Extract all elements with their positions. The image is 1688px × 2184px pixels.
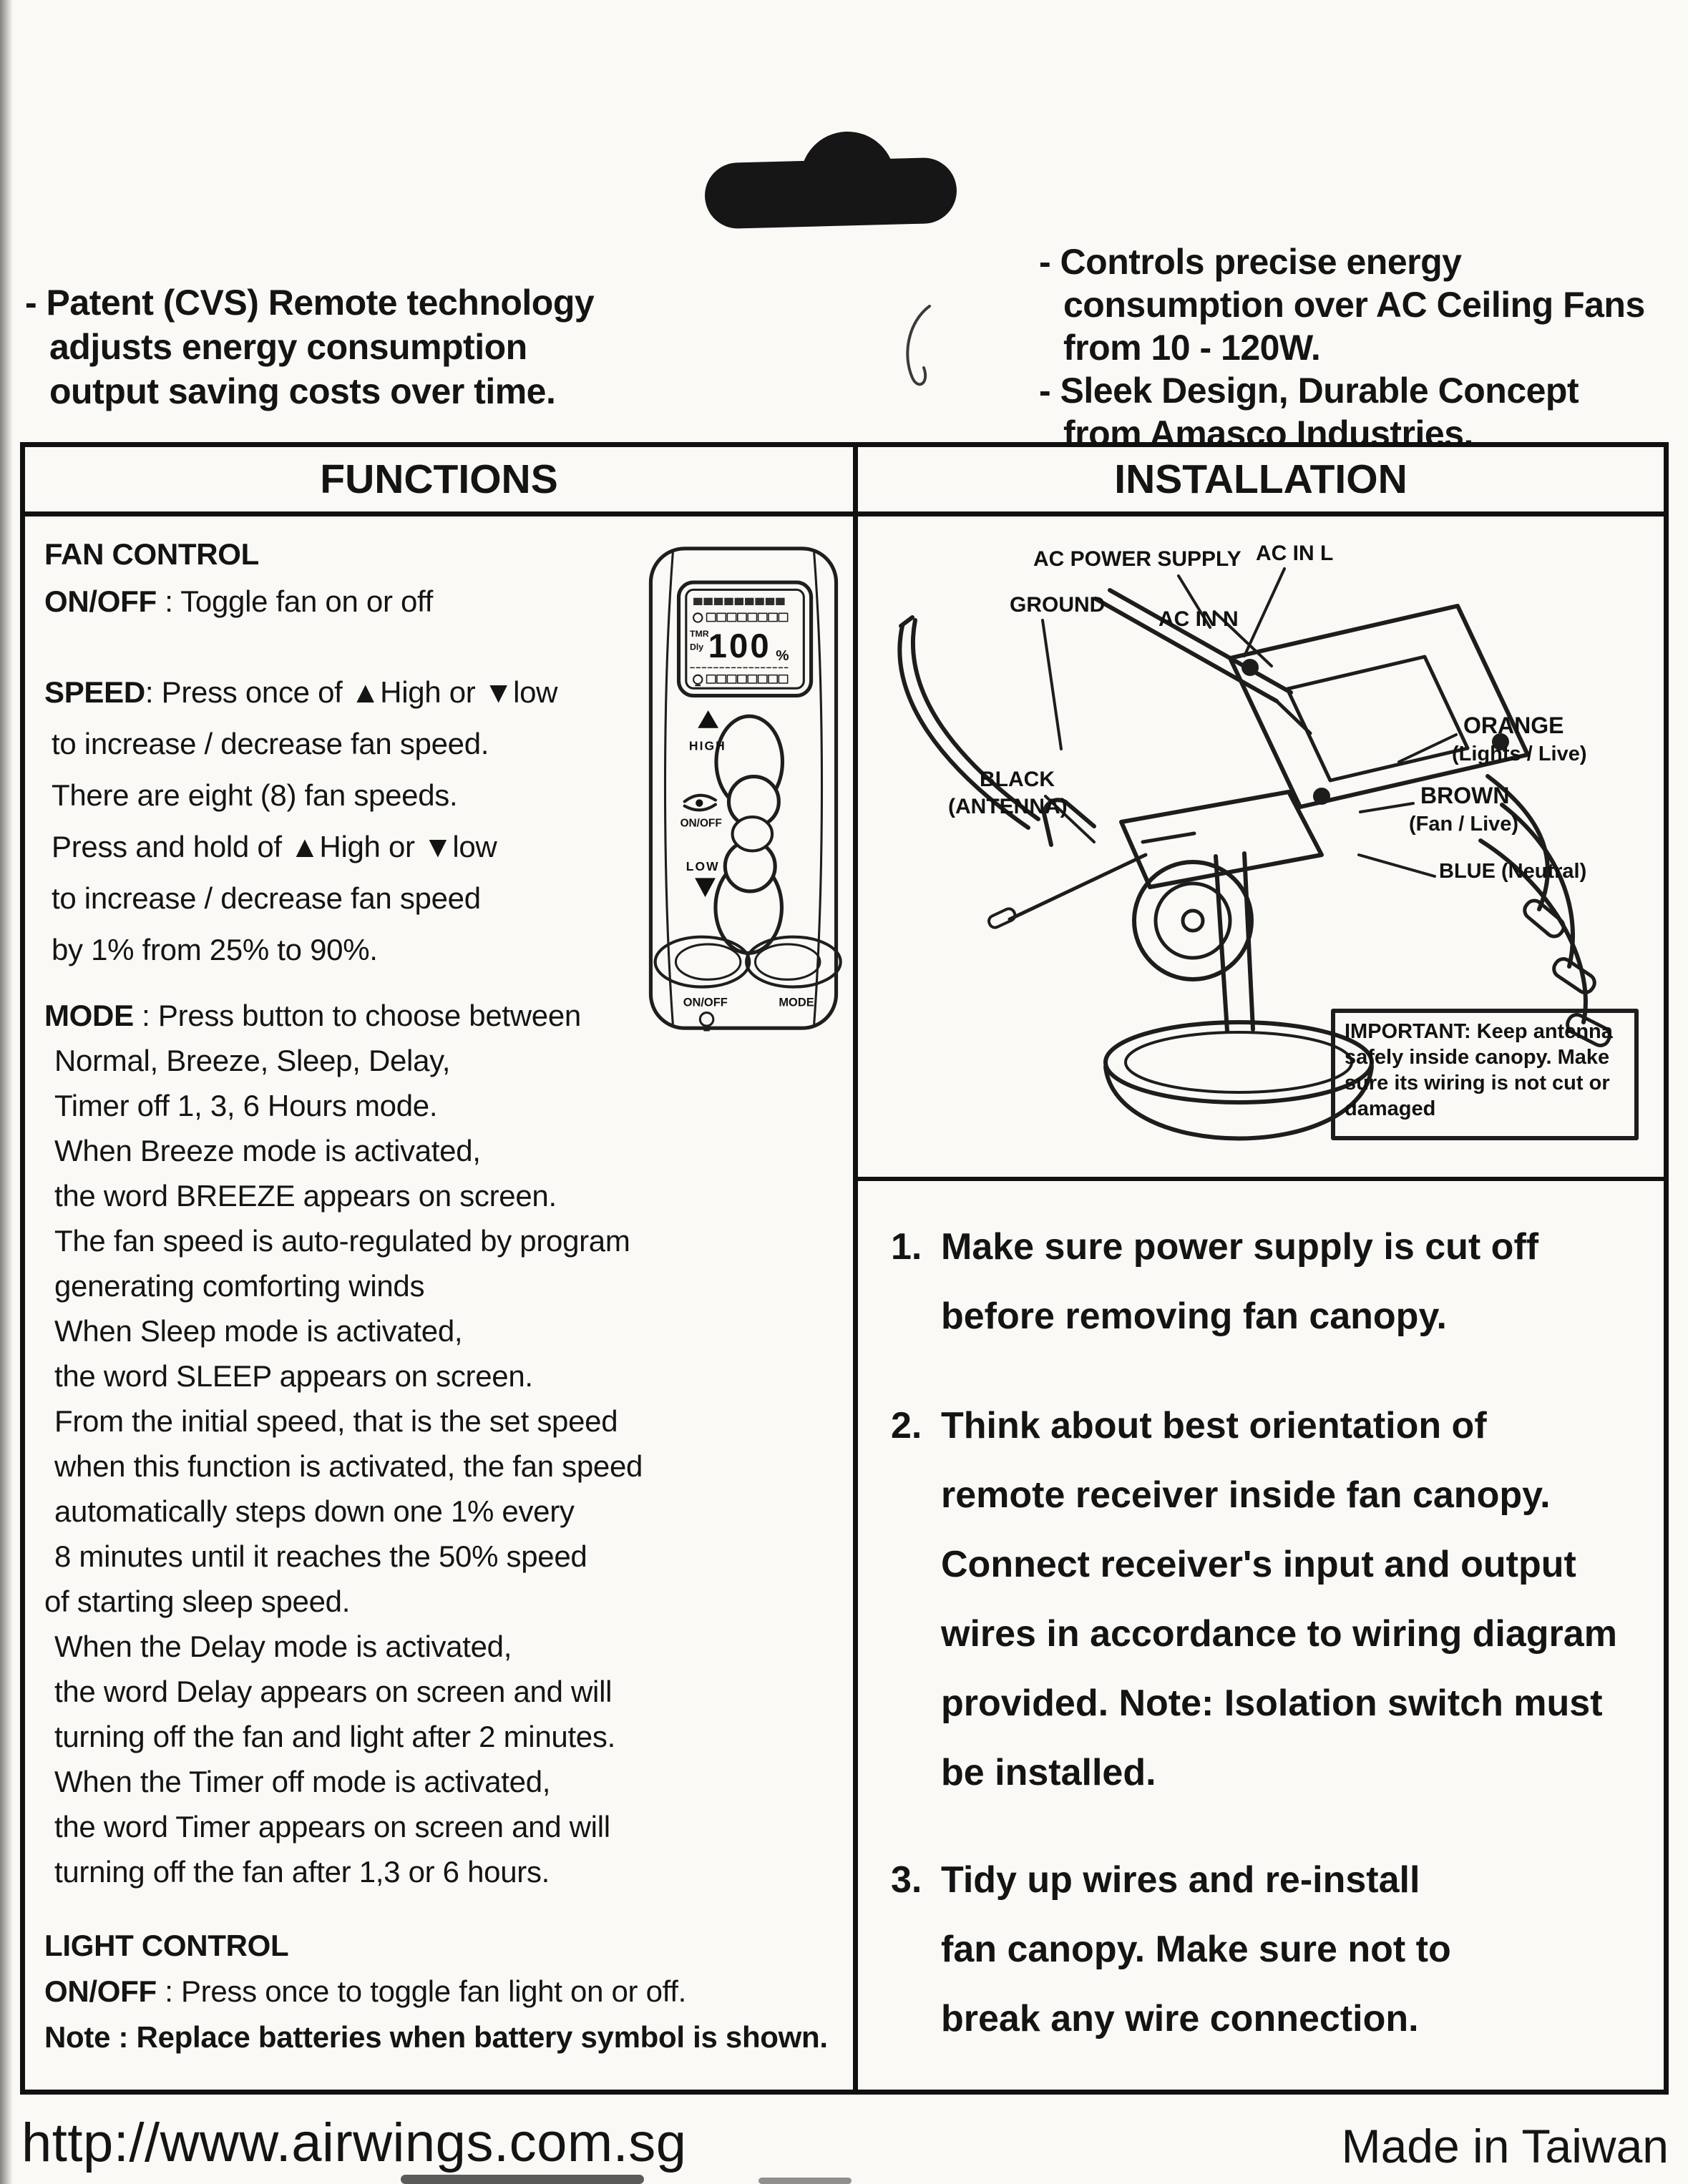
label-orange-sub: (Lights / Live)	[1452, 743, 1587, 765]
wire-connector	[1551, 956, 1598, 996]
step-line: fan canopy. Make sure not to	[941, 1929, 1451, 1970]
fan-control-section	[44, 531, 433, 625]
mode-label: MODE	[44, 999, 134, 1032]
intro-right-line: from Amasco Industries.	[1063, 413, 1473, 454]
mode-line: the word SLEEP appears on screen.	[54, 1359, 533, 1393]
intro-left	[25, 280, 594, 413]
speed-line: by 1% from 25% to 90%.	[52, 933, 378, 966]
footer-website-url: http://www.airwings.com.sg	[21, 2112, 687, 2173]
hang-tab	[704, 157, 957, 229]
lcd-delay-abbr: Dly	[689, 642, 704, 652]
mode-line	[44, 993, 643, 1038]
speed-label: SPEED	[44, 675, 145, 709]
speed-line: Press and hold of ▲High or ▼low	[52, 830, 497, 863]
light-control-heading: LIGHT CONTROL	[44, 1929, 289, 1962]
light-onoff-line	[44, 1969, 828, 2014]
scan-edge-shadow	[0, 0, 13, 2184]
important-line: IMPORTANT: Keep antenna	[1345, 1020, 1613, 1043]
down-arrow-icon	[695, 878, 716, 897]
mode-line: turning off the fan after 1,3 or 6 hours.	[54, 1855, 550, 1889]
mode-line: From the initial speed, that is the set speed	[54, 1404, 618, 1438]
install-step-3	[891, 1846, 1451, 2054]
lcd-fan-speed-icon	[693, 613, 702, 622]
installation-header: INSTALLATION	[1114, 456, 1408, 502]
remote-control-diagram	[639, 542, 848, 1034]
label-ac-power-supply: AC POWER SUPPLY	[1033, 547, 1241, 571]
light-control-section	[44, 1923, 828, 2060]
mode-line: When the Delay mode is activated,	[54, 1630, 512, 1663]
mode-line: automatically steps down one 1% every	[54, 1494, 575, 1528]
speed-section	[44, 667, 557, 976]
mode-line: When Sleep mode is activated,	[54, 1314, 463, 1348]
step-number: 2.	[891, 1405, 922, 1446]
install-step-2	[891, 1391, 1617, 1808]
label-black: BLACK	[980, 768, 1055, 791]
label-brown-sub: (Fan / Live)	[1409, 813, 1519, 836]
intro-left-line: adjusts energy consumption	[49, 327, 527, 367]
intro-right-line: from 10 - 120W.	[1063, 328, 1321, 368]
scan-smudge	[758, 2178, 852, 2184]
fan-control-heading: FAN CONTROL	[44, 537, 260, 571]
fan-onoff-button	[733, 817, 773, 851]
speed-line: to increase / decrease fan speed	[52, 881, 481, 915]
speed-line	[44, 667, 557, 718]
mode-line: The fan speed is auto-regulated by program	[54, 1224, 630, 1258]
fan-onoff-button-label: ON/OFF	[680, 817, 722, 830]
important-line: sure its wiring is not cut or	[1345, 1072, 1610, 1095]
wire-connector	[1521, 897, 1567, 940]
mode-line: When the Timer off mode is activated,	[54, 1765, 551, 1798]
mode-line: when this function is activated, the fan speed	[54, 1449, 643, 1483]
battery-note: Note : Replace batteries when battery symbol is shown.	[44, 2020, 828, 2054]
column-divider-line	[853, 442, 858, 2095]
step-line: Tidy up wires and re-install	[941, 1859, 1420, 1901]
lcd-value: 100	[708, 627, 771, 665]
speed-text: : Press once of ▲High or ▼low	[145, 675, 558, 709]
speed-line: There are eight (8) fan speeds.	[52, 778, 458, 812]
intro-right-line: - Controls precise energy	[1039, 242, 1462, 282]
light-onoff-button-label: ON/OFF	[683, 996, 728, 1009]
mode-button-label: MODE	[779, 996, 814, 1009]
footer-made-in: Made in Taiwan	[1341, 2120, 1669, 2173]
mode-line: Timer off 1, 3, 6 Hours mode.	[54, 1089, 438, 1122]
high-button-label: HIGH	[688, 738, 726, 753]
intro-left-line: output saving costs over time.	[49, 371, 556, 411]
light-onoff-text: : Press once to toggle fan light on or off.	[156, 1974, 687, 2008]
scan-smudge	[401, 2175, 644, 2184]
receiver-box	[1230, 606, 1528, 807]
step-line: Connect receiver's input and output	[941, 1544, 1576, 1585]
fan-onoff-label: ON/OFF	[44, 584, 157, 618]
step-line: Make sure power supply is cut off	[941, 1226, 1539, 1268]
mode-line: of starting sleep speed.	[44, 1585, 351, 1618]
lcd-timer-abbr: TMR	[689, 629, 709, 640]
antenna-wire	[1010, 855, 1146, 919]
scan-squiggle	[898, 300, 948, 401]
intro-right-line: - Sleek Design, Durable Concept	[1039, 371, 1579, 411]
label-blue: BLUE (Neutral)	[1439, 860, 1587, 883]
light-onoff-label: ON/OFF	[44, 1974, 157, 2008]
mode-section	[44, 993, 643, 1894]
lcd-light-bar-segments	[707, 675, 788, 683]
lcd-percent: %	[776, 647, 789, 665]
speed-line: to increase / decrease fan speed.	[52, 727, 489, 760]
mode-line: 8 minutes until it reaches the 50% speed	[54, 1539, 587, 1573]
fan-onoff-text: : Toggle fan on or off	[156, 584, 434, 618]
step-number: 1.	[891, 1226, 922, 1268]
mode-line: the word Delay appears on screen and will	[54, 1675, 613, 1708]
label-ac-in-n: AC IN N	[1158, 607, 1239, 631]
install-step-1	[891, 1213, 1538, 1351]
wiring-diagram	[858, 519, 1664, 1177]
step-line: be installed.	[941, 1752, 1156, 1793]
functions-header: FUNCTIONS	[320, 456, 558, 502]
mode-line: the word BREEZE appears on screen.	[54, 1179, 557, 1213]
step-line: Think about best orientation of	[941, 1405, 1487, 1446]
intro-right-line: consumption over AC Ceiling Fans	[1063, 285, 1645, 325]
step-line: remote receiver inside fan canopy.	[941, 1474, 1551, 1516]
fan-onoff-line	[44, 578, 433, 625]
mode-line: the word Timer appears on screen and will	[54, 1810, 610, 1843]
diagram-bottom-line	[858, 1177, 1669, 1181]
lcd-mode-segments	[693, 598, 784, 605]
important-line: damaged	[1345, 1097, 1436, 1120]
mode-text: : Press button to choose between	[133, 999, 581, 1032]
label-brown: BROWN	[1420, 783, 1510, 808]
header-separator-line	[20, 511, 1669, 516]
step-line: before removing fan canopy.	[941, 1296, 1447, 1337]
mode-line: Normal, Breeze, Sleep, Delay,	[54, 1044, 451, 1077]
label-antenna: (ANTENNA)	[948, 795, 1068, 818]
mode-line: turning off the fan and light after 2 minutes.	[54, 1720, 615, 1753]
step-line: wires in accordance to wiring diagram	[941, 1613, 1617, 1655]
label-orange: ORANGE	[1463, 713, 1564, 738]
lcd-fan-bar-segments	[707, 613, 788, 621]
intro-right	[1039, 240, 1645, 455]
step-line: break any wire connection.	[941, 1998, 1419, 2039]
label-ac-in-l: AC IN L	[1256, 542, 1334, 565]
important-line: safely inside canopy. Make	[1345, 1046, 1610, 1069]
intro-left-line: - Patent (CVS) Remote technology	[25, 283, 595, 323]
low-button-label: LOW	[686, 859, 720, 874]
up-arrow-icon	[698, 710, 718, 728]
step-number: 3.	[891, 1859, 922, 1901]
mode-line: When Breeze mode is activated,	[54, 1134, 481, 1167]
mode-line: generating comforting winds	[54, 1269, 425, 1303]
light-bulb-icon	[700, 1013, 713, 1027]
label-ground: GROUND	[1010, 593, 1106, 617]
lcd-light-icon	[693, 675, 702, 684]
step-line: provided. Note: Isolation switch must	[941, 1683, 1603, 1724]
